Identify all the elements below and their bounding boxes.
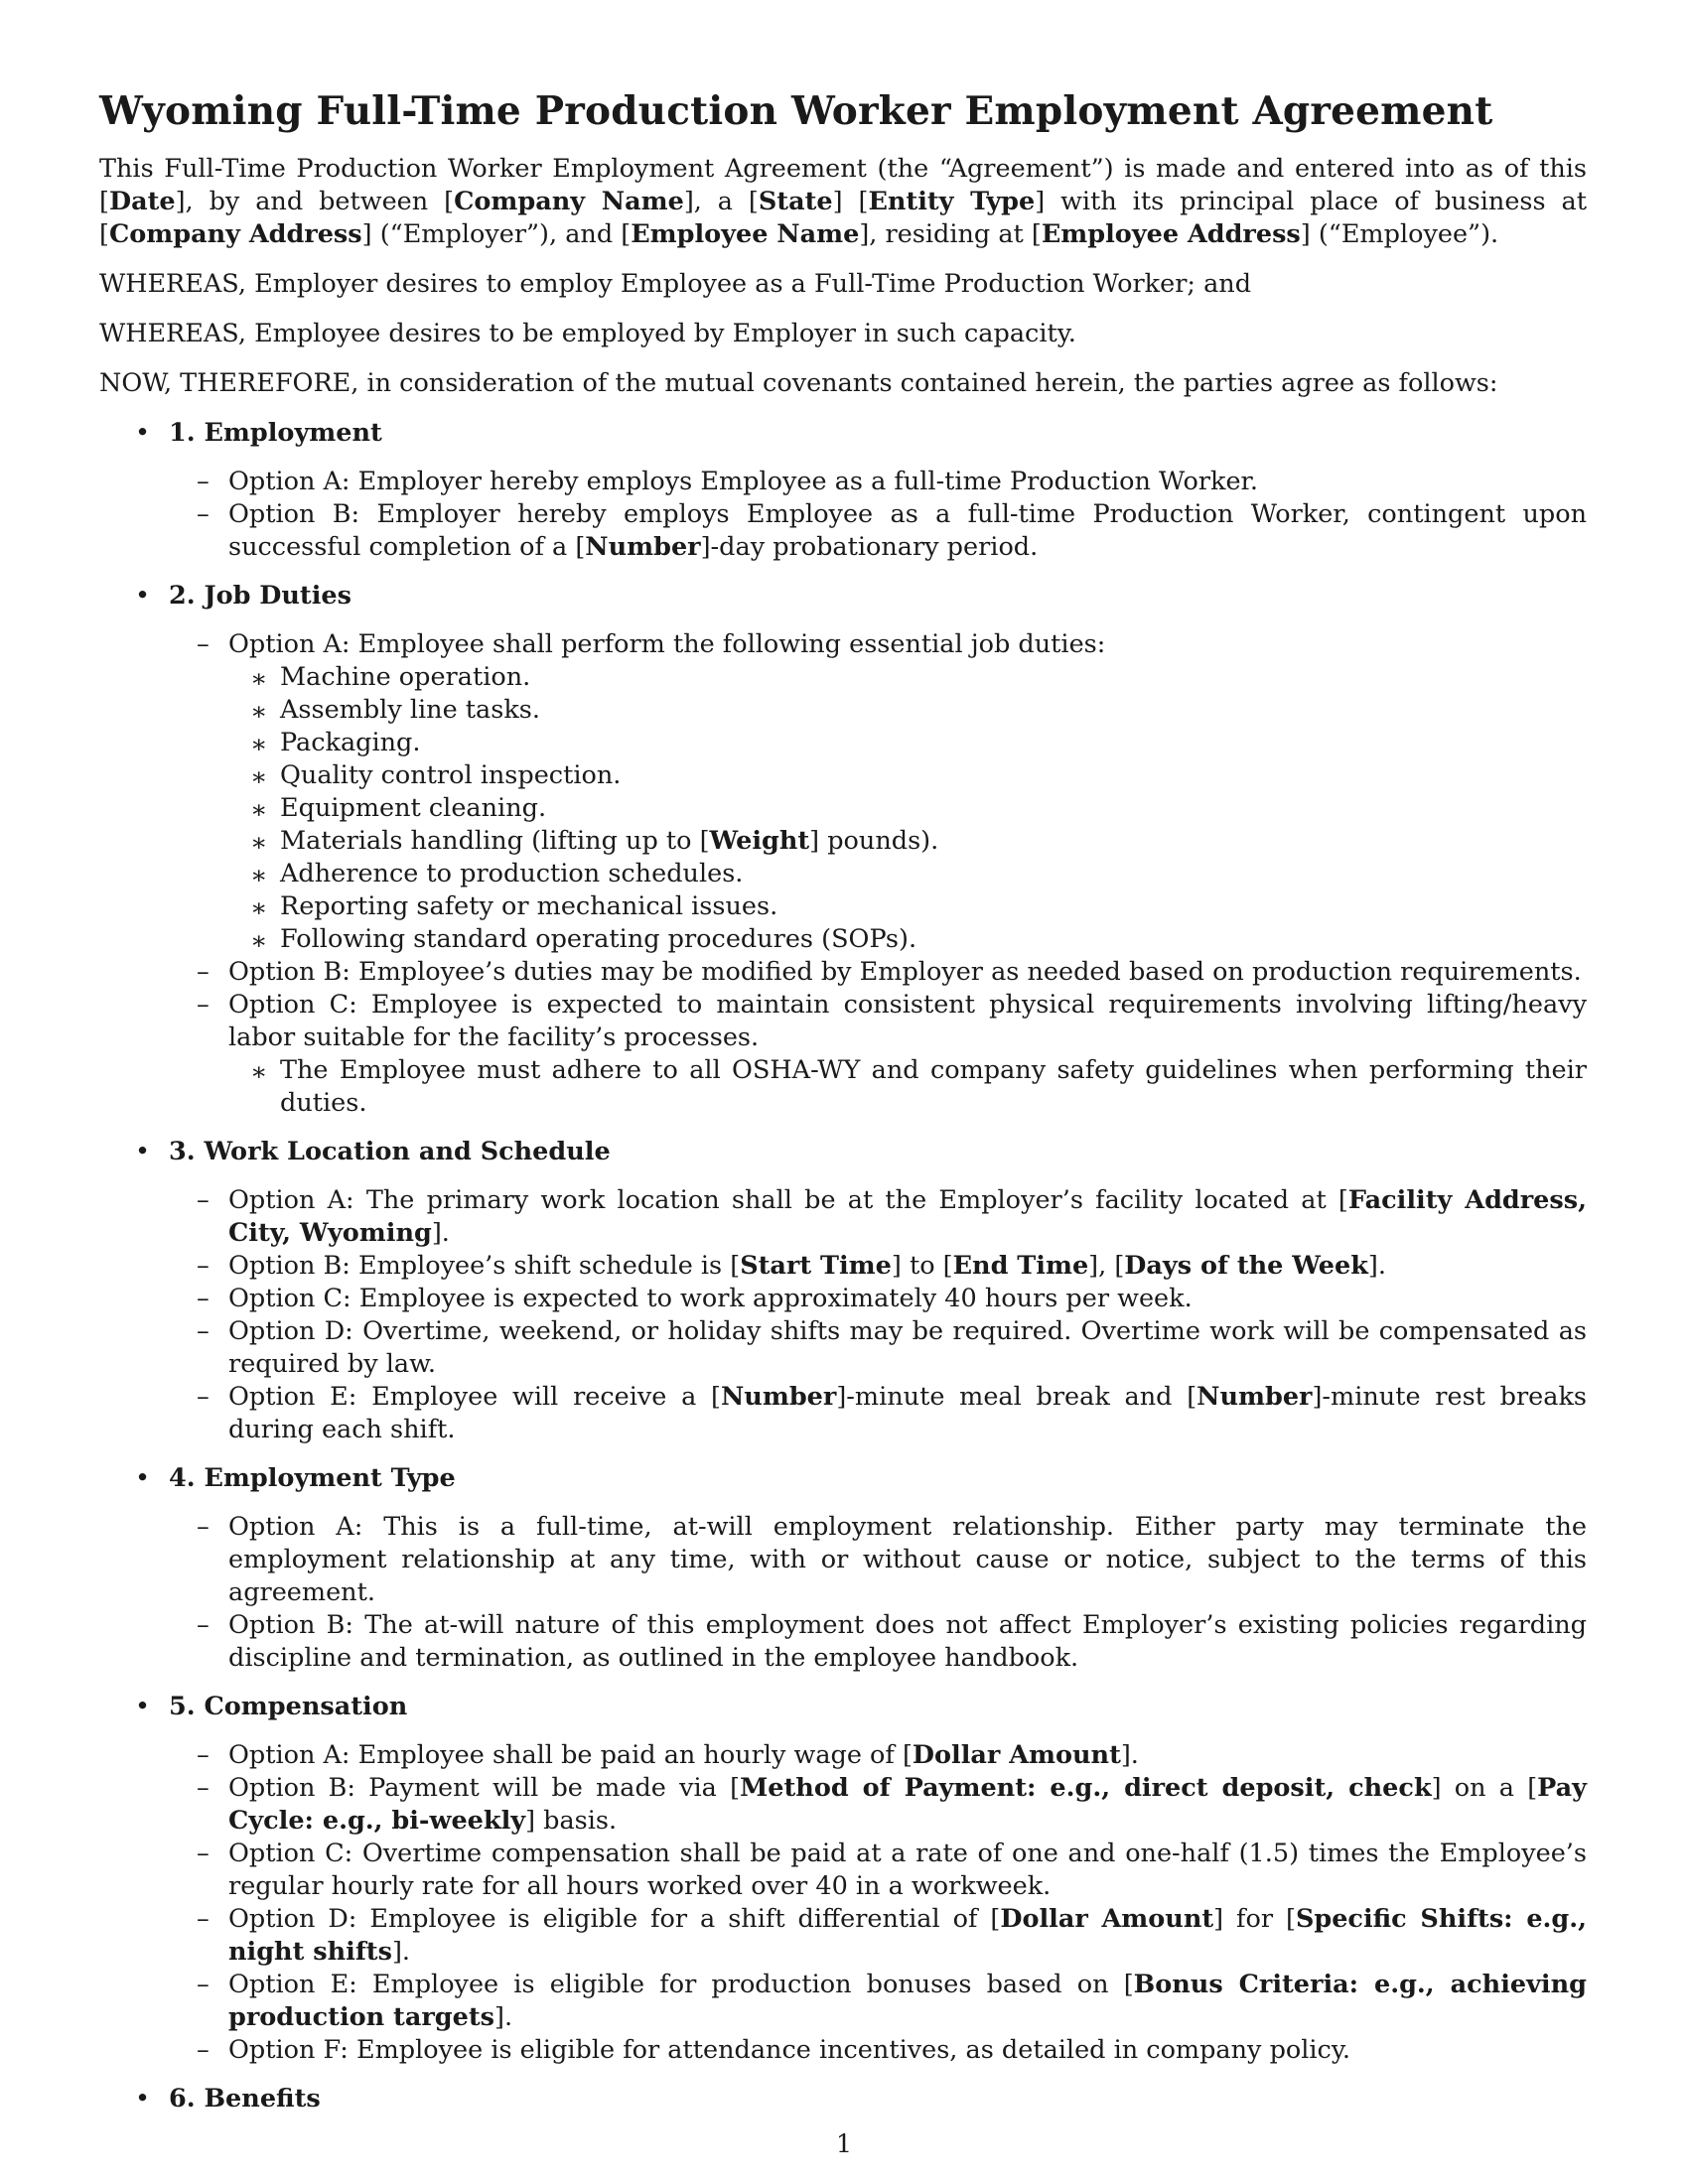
option-item [169,956,1587,989]
option-item [169,1184,1587,1250]
document-page [99,87,1587,2131]
duty-text: Equipment cleaning. [280,793,547,823]
option-item [169,1381,1587,1446]
dash-icon: – [197,2035,210,2065]
option-item [169,1609,1587,1675]
dash-icon: – [197,1740,210,1770]
intro-paragraph [99,153,1587,251]
duty-text: Materials handling (lifting up to [ [280,826,710,856]
option-text: Option C: Employee is expected to work approximately 40 hours per week. [228,1284,1193,1313]
asterisk-icon: ∗ [250,730,268,759]
section-job-duties [99,580,1587,1120]
bullet-icon: • [135,581,151,611]
option-text: Option B: Employee’s shift schedule is [ [228,1251,741,1281]
section-work-location [99,1136,1587,1446]
option-text: ], [ [1088,1251,1125,1281]
options-list [169,1739,1587,2067]
asterisk-icon: ∗ [250,1057,268,1087]
asterisk-icon: ∗ [250,893,268,923]
option-item [169,1283,1587,1315]
asterisk-icon: ∗ [250,861,268,890]
option-item [169,1772,1587,1838]
section-title: 1. Employment [169,418,382,448]
options-list [169,466,1587,564]
whereas-paragraph-2: WHEREAS, Employee desires to be employed by Employer in such capacity. [99,319,1076,348]
bullet-icon: • [135,1137,151,1166]
option-text: ] basis. [525,1806,618,1836]
option-text: ] for [ [1213,1904,1296,1934]
dash-icon: – [197,1904,210,1934]
option-text: Option A: Employee shall perform the following essential job duties: [228,629,1106,659]
option-item [169,989,1587,1120]
employee-name-placeholder: Employee Name [631,219,860,249]
start-time-placeholder: Start Time [740,1251,892,1281]
option-text: Option A: This is a full-time, at-will employment relationship. Either party may terminate the employment relationship at any time, with or without cause or notice, subject to the terms of this agreement. [228,1512,1587,1607]
option-item [169,1250,1587,1283]
intro-text: ] [ [832,187,869,216]
option-text: ]-minute meal break and [ [836,1382,1197,1412]
dash-icon: – [197,629,210,659]
duty-item [228,661,1587,694]
duty-text: Reporting safety or mechanical issues. [280,891,778,921]
bullet-icon: • [135,2084,151,2114]
end-time-placeholder: End Time [952,1251,1089,1281]
option-text: ]. [1120,1740,1139,1770]
dash-icon: – [197,1610,210,1640]
intro-text: ], by and between [ [175,187,455,216]
safety-list [228,1054,1587,1120]
option-item [169,1838,1587,1903]
dash-icon: – [197,467,210,496]
option-text: ]. [1367,1251,1386,1281]
dash-icon: – [197,1839,210,1868]
duty-item [228,923,1587,956]
option-text: Option C: Overtime compensation shall be paid at a rate of one and one-half (1.5) times the Employee’s regular hourly rate for all hours worked over 40 in a workweek. [228,1839,1587,1901]
payment-method-placeholder: Method of Payment: e.g., direct deposit, check [740,1773,1432,1803]
bullet-icon: • [135,418,151,448]
section-title: 2. Job Duties [169,581,352,611]
option-item [169,1315,1587,1381]
dash-icon: – [197,1512,210,1542]
option-text: ]. [431,1218,450,1248]
asterisk-icon: ∗ [250,762,268,792]
intro-text: ] (“Employee”). [1300,219,1499,249]
section-title: 5. Compensation [169,1692,408,1721]
section-title: 6. Benefits [169,2084,321,2114]
option-item [169,498,1587,564]
option-text: Option A: The primary work location shall be at the Employer’s facility located at [ [228,1185,1348,1215]
duty-item [228,759,1587,792]
intro-text: ], residing at [ [859,219,1042,249]
option-text: Option B: Employee’s duties may be modified by Employer as needed based on production requirements. [228,957,1582,987]
duty-text: Packaging. [280,728,421,757]
duty-text: Following standard operating procedures (SOPs). [280,924,917,954]
intro-text: ] with its principal place of business at [ [99,187,1587,249]
option-text: Option B: Employer hereby employs Employee as a full-time Production Worker, contingent upon successful completion of a [ [228,499,1587,562]
employee-address-placeholder: Employee Address [1041,219,1301,249]
duties-list [228,661,1587,956]
duty-item [228,694,1587,727]
safety-item [228,1054,1587,1120]
duty-text: Quality control inspection. [280,760,622,790]
dash-icon: – [197,1970,210,1999]
option-text: ]-minute rest breaks during each shift. [228,1382,1587,1444]
page-number: 1 [835,2129,853,2159]
number-placeholder: Number [1196,1382,1313,1412]
whereas-paragraph-1: WHEREAS, Employer desires to employ Employee as a Full-Time Production Worker; and [99,269,1252,299]
asterisk-icon: ∗ [250,697,268,727]
option-text: Option B: The at-will nature of this employment does not affect Employer’s existing policies regarding discipline and termination, as outlined in the employee handbook. [228,1610,1587,1673]
option-text: ]-day probationary period. [700,532,1039,562]
option-item [169,466,1587,498]
section-benefits [99,2083,1587,2116]
dash-icon: – [197,1284,210,1313]
section-employment-type [99,1462,1587,1675]
options-list [169,1511,1587,1675]
options-list [169,628,1587,1120]
dash-icon: – [197,1382,210,1412]
company-name-placeholder: Company Name [454,187,684,216]
option-item [169,2034,1587,2067]
number-placeholder: Number [585,532,701,562]
section-title: 3. Work Location and Schedule [169,1137,611,1166]
now-therefore-paragraph: NOW, THEREFORE, in consideration of the mutual covenants contained herein, the parties agree as follows: [99,368,1498,398]
option-text: ]. [494,2002,513,2032]
facility-address-placeholder: Facility Address, City, Wyoming [228,1185,1587,1248]
duty-item [228,727,1587,759]
duty-text: Adherence to production schedules. [280,859,744,888]
option-text: ] on a [ [1431,1773,1538,1803]
option-item [169,1739,1587,1772]
dash-icon: – [197,1316,210,1346]
section-compensation [99,1691,1587,2067]
weight-placeholder: Weight [709,826,810,856]
option-text: ] to [ [891,1251,953,1281]
intro-text: ], a [ [683,187,759,216]
bullet-icon: • [135,1692,151,1721]
duty-item [228,825,1587,858]
asterisk-icon: ∗ [250,828,268,858]
date-placeholder: Date [108,187,176,216]
pay-cycle-placeholder: Pay Cycle: e.g., bi-weekly [228,1773,1587,1836]
option-item [169,1511,1587,1609]
state-placeholder: State [758,187,833,216]
days-placeholder: Days of the Week [1124,1251,1368,1281]
option-item [169,1969,1587,2034]
duty-text: Assembly line tasks. [280,695,540,725]
bullet-icon: • [135,1463,151,1493]
dash-icon: – [197,1773,210,1803]
option-text: Option E: Employee will receive a [ [228,1382,721,1412]
duty-text: ] pounds). [809,826,939,856]
option-text: Option B: Payment will be made via [ [228,1773,741,1803]
section-title: 4. Employment Type [169,1463,456,1493]
option-item [169,1903,1587,1969]
dash-icon: – [197,990,210,1020]
dollar-amount-placeholder: Dollar Amount [1000,1904,1214,1934]
dash-icon: – [197,957,210,987]
entity-type-placeholder: Entity Type [868,187,1036,216]
option-text: Option A: Employer hereby employs Employee as a full-time Production Worker. [228,467,1259,496]
option-item [169,628,1587,956]
sections-list [99,417,1587,2116]
asterisk-icon: ∗ [250,795,268,825]
option-text: Option D: Overtime, weekend, or holiday shifts may be required. Overtime work will be compensated as required by law. [228,1316,1587,1379]
dash-icon: – [197,1251,210,1281]
options-list [169,1184,1587,1446]
specific-shifts-placeholder: Specific Shifts: e.g., night shifts [228,1904,1588,1967]
option-text: Option F: Employee is eligible for attendance incentives, as detailed in company policy. [228,2035,1350,2065]
company-address-placeholder: Company Address [108,219,362,249]
bonus-criteria-placeholder: Bonus Criteria: e.g., achieving production targets [228,1970,1587,2032]
section-employment [99,417,1587,564]
intro-text: This Full-Time Production Worker Employment Agreement (the “Agreement”) is made and entered into as of this [ [99,154,1587,216]
duty-text: Machine operation. [280,662,531,692]
dollar-amount-placeholder: Dollar Amount [912,1740,1121,1770]
asterisk-icon: ∗ [250,664,268,694]
document-title: Wyoming Full-Time Production Worker Employment Agreement [99,88,1493,134]
option-text: ]. [391,1937,411,1967]
duty-item [228,792,1587,825]
asterisk-icon: ∗ [250,926,268,956]
number-placeholder: Number [721,1382,837,1412]
safety-text: The Employee must adhere to all OSHA-WY and company safety guidelines when performing their duties. [280,1055,1587,1118]
intro-text: ] (“Employer”), and [ [361,219,632,249]
option-text: Option D: Employee is eligible for a shift differential of [ [228,1904,1001,1934]
option-text: Option A: Employee shall be paid an hourly wage of [ [228,1740,913,1770]
dash-icon: – [197,1185,210,1215]
dash-icon: – [197,499,210,529]
option-text: Option C: Employee is expected to maintain consistent physical requirements involving lifting/heavy labor suitable for the facility’s processes. [228,990,1587,1052]
duty-item [228,858,1587,890]
option-text: Option E: Employee is eligible for production bonuses based on [ [228,1970,1134,1999]
duty-item [228,890,1587,923]
